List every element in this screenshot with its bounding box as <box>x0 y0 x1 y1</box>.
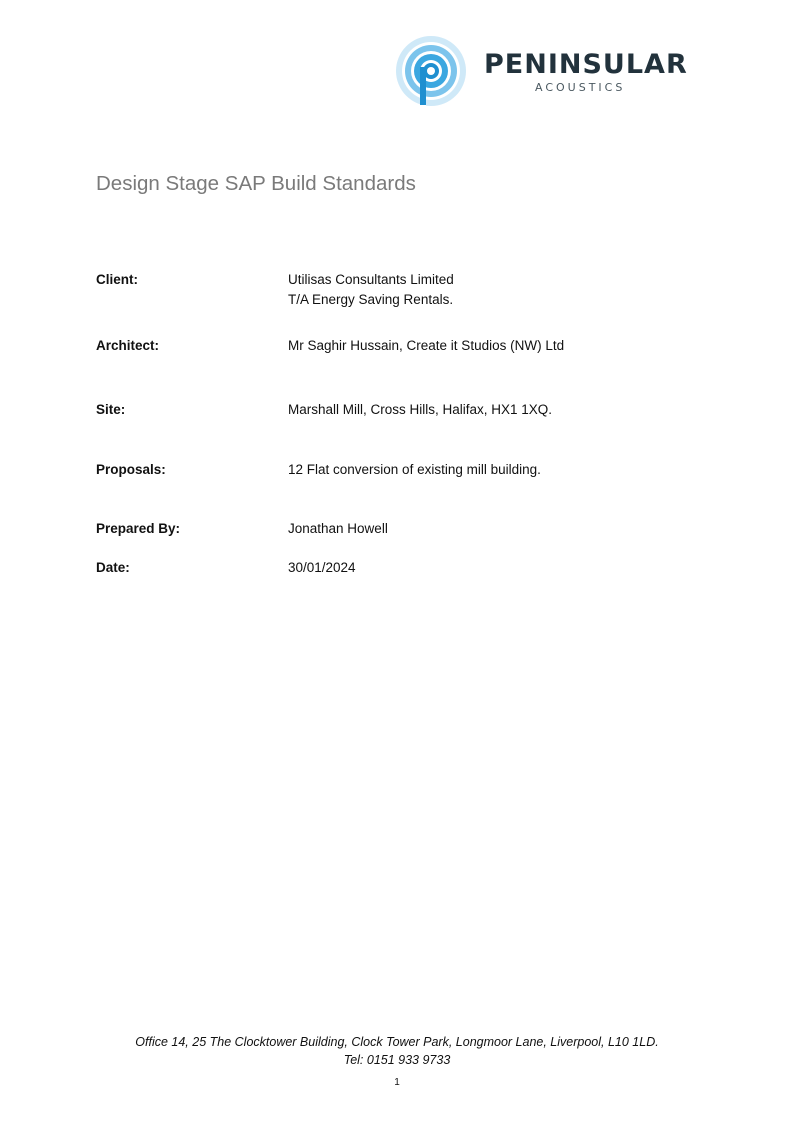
logo-company-subtitle: ACOUSTICS <box>535 81 626 94</box>
client-name: Utilisas Consultants Limited <box>288 272 454 287</box>
client-label: Client: <box>96 272 138 287</box>
proposals-label: Proposals: <box>96 462 166 477</box>
date-value: 30/01/2024 <box>288 560 356 575</box>
document-title: Design Stage SAP Build Standards <box>96 172 416 195</box>
company-logo <box>395 35 695 110</box>
footer-telephone: Tel: 0151 933 9733 <box>343 1053 451 1067</box>
date-label: Date: <box>96 560 130 575</box>
prepared-by-value: Jonathan Howell <box>288 521 388 536</box>
architect-label: Architect: <box>96 338 160 353</box>
prepared-by-label: Prepared By: <box>96 521 181 536</box>
site-value: Marshall Mill, Cross Hills, Halifax, HX1 1XQ. <box>288 402 553 417</box>
client-trading-as: T/A Energy Saving Rentals. <box>288 292 454 307</box>
page-number: 1 <box>394 1077 400 1088</box>
architect-value: Mr Saghir Hussain, Create it Studios (NW) Ltd <box>288 338 565 353</box>
logo-company-name: PENINSULAR <box>484 49 688 80</box>
site-label: Site: <box>96 402 126 417</box>
footer-address: Office 14, 25 The Clocktower Building, Clock Tower Park, Longmoor Lane, Liverpool, L10 1LD. <box>135 1035 659 1049</box>
client-value <box>288 270 454 310</box>
proposals-value: 12 Flat conversion of existing mill building. <box>288 462 541 477</box>
peninsular-logo-icon <box>395 35 467 107</box>
